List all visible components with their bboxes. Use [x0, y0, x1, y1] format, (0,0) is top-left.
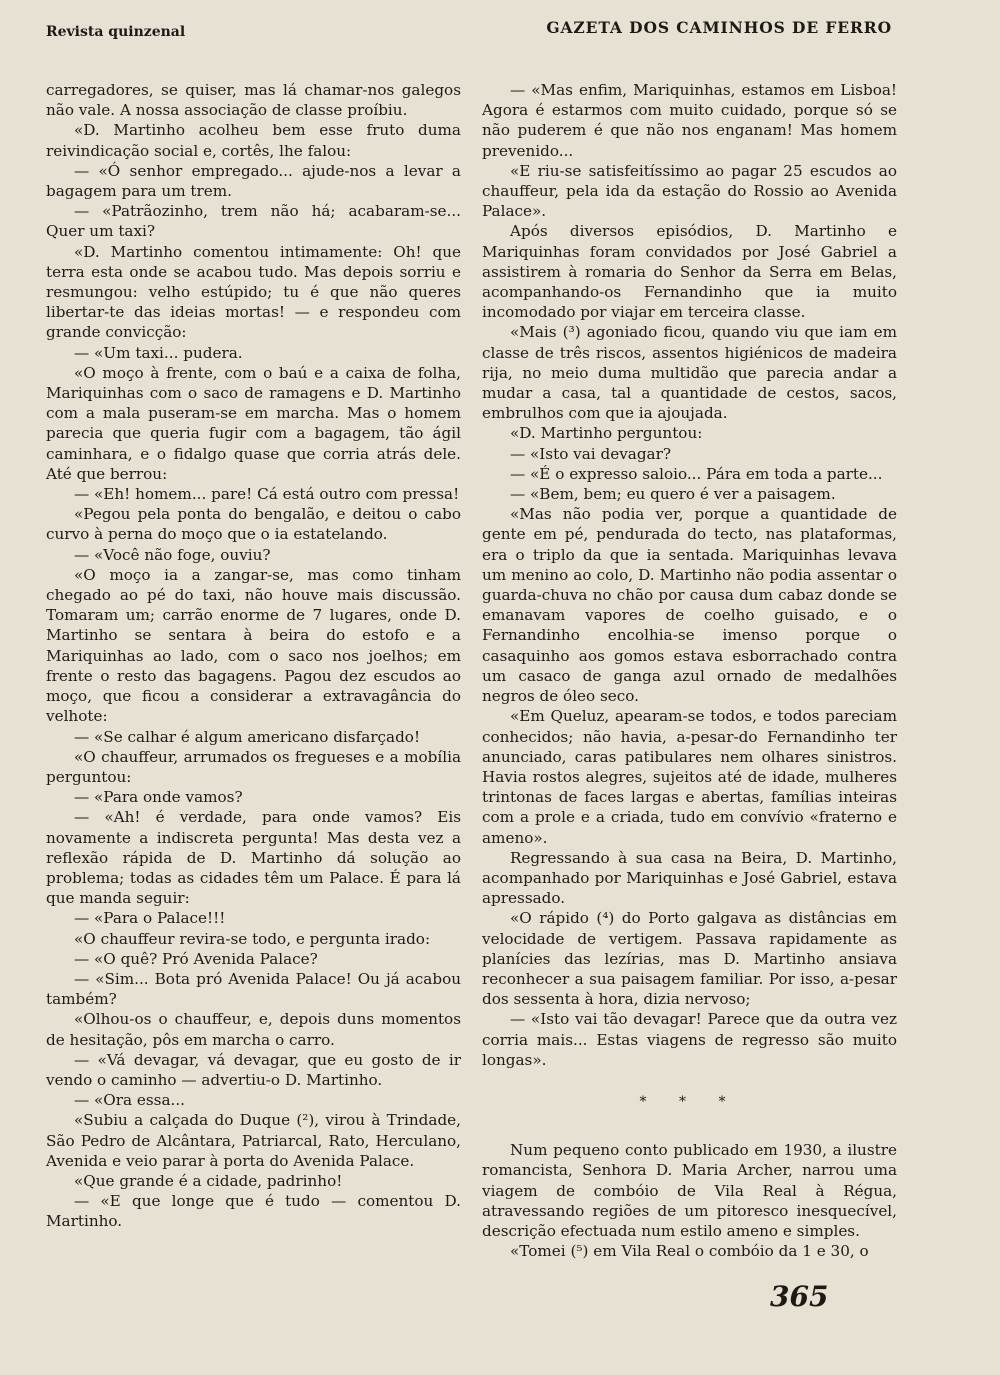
right-text-column	[482, 80, 897, 1261]
paragraph: «Que grande é a cidade, padrinho!	[74, 1171, 343, 1190]
running-header-left: Revista quinzenal	[46, 24, 186, 40]
paragraph: — «Ora essa...	[74, 1091, 186, 1110]
paragraph: — «E que longe que é tudo — comentou D. Martinho.	[46, 1192, 461, 1231]
paragraph: Regressando à sua casa na Beira, D. Martinho, acompanhado por Mariquinhas e José Gabriel, estava apressado.	[482, 848, 897, 908]
paragraph: «Subiu a calçada do Duque (²), virou à Trindade, São Pedro de Alcântara, Patriarcal, Rato, Herculano, Avenida e veio parar à porta do Avenida Palace.	[46, 1111, 461, 1170]
paragraph: — «Um taxi... pudera.	[74, 343, 243, 362]
paragraph: «O moço à frente, com o baú e a caixa de folha, Mariquinhas com o saco de ramagens e D. Martinho com a mala puseram-se em marcha. Mas o homem parecia que queria fugir com a bagagem, tão ágil caminhara, e o fidalgo quase que corria atrás dele. Até que berrou:	[46, 363, 461, 483]
paragraph: «Olhou-os o chauffeur, e, depois duns momentos de hesitação, pôs em marcha o carro.	[46, 1010, 461, 1049]
paragraph: «Pegou pela ponta do bengalão, e deitou o cabo curvo à perna do moço que o ia estatelando.	[46, 505, 461, 544]
paragraph: — «Patrãozinho, trem não há; acabaram-se... Quer um taxi?	[46, 202, 461, 241]
paragraph: «Tomei (⁵) em Vila Real o combóio da 1 e 30, o	[510, 1242, 869, 1261]
paragraph: — «É o expresso saloio... Pára em toda a parte...	[510, 464, 883, 483]
paragraph: — «Bem, bem; eu quero é ver a paisagem.	[510, 485, 836, 504]
paragraph: carregadores, se quiser, mas lá chamar-nos galegos não vale. A nossa associação de classe proíbiu.	[46, 81, 461, 120]
paragraph: «Em Queluz, apearam-se todos, e todos pareciam conhecidos; não havia, a-pesar-do Fernandinho ter anunciado, caras patibulares nem olhares sinistros. Havia rostos alegres, sujeitos até de idade, mulheres trintonas de faces largas e abertas, famílias inteiras com a prole e a criada, tudo em convívio «fraterno e ameno».	[482, 707, 897, 847]
paragraph: «Mais (³) agoniado ficou, quando viu que iam em classe de três riscos, assentos higiénicos de madeira rija, no meio duma multidão que parecia andar a mudar a casa, tal a quantidade de cestos, sacos, embrulhos com que ia ajoujada.	[482, 323, 897, 423]
running-header-right: GAZETA DOS CAMINHOS DE FERRO	[546, 18, 892, 37]
paragraph: — «Para onde vamos?	[74, 788, 243, 807]
paragraph: — «Se calhar é algum americano disfarçado!	[74, 727, 421, 746]
left-text-column	[46, 80, 461, 1232]
paragraph: — «Sim... Bota pró Avenida Palace! Ou já acabou também?	[46, 969, 461, 1009]
paragraph: «D. Martinho acolheu bem esse fruto duma reivindicação social e, cortês, lhe falou:	[46, 121, 461, 160]
section-separator: * * *	[639, 1093, 740, 1110]
paragraph: — «Eh! homem... pare! Cá está outro com pressa!	[74, 485, 460, 504]
page-number: 365	[770, 1280, 829, 1313]
paragraph: — «Para o Palace!!!	[74, 909, 226, 928]
paragraph: «O chauffeur, arrumados os fregueses e a mobília perguntou:	[46, 747, 461, 786]
paragraph: «D. Martinho comentou intimamente: Oh! que terra esta onde se acabou tudo. Mas depois sorriu e resmungou: velho estúpido; tu é que não queres libertar-te das ideias mortas! — e respondeu com grande convicção:	[46, 242, 461, 342]
paragraph: Num pequeno conto publicado em 1930, a ilustre romancista, Senhora D. Maria Archer, narrou uma viagem de combóio de Vila Real à Régua, atravessando regiões de um pitoresco inesquecível, descrição efectuada num estilo ameno e simples.	[482, 1141, 897, 1240]
paragraph: «D. Martinho perguntou:	[510, 424, 703, 443]
paragraph: — «O quê? Pró Avenida Palace?	[74, 949, 318, 968]
right-column-paragraphs-continued	[482, 1140, 897, 1261]
paragraph: «O moço ia a zangar-se, mas como tinham chegado ao pé do taxi, não houve mais discussão. Tomaram um; carrão enorme de 7 lugares, onde D. Martinho se sentara à beira do estofo e a Mariquinhas ao lado, com o saco nos joelhos; em frente o resto das bagagens. Pagou dez escudos ao moço, que ficou a considerar a extravagância do velhote:	[46, 565, 461, 726]
paragraph: Após diversos episódios, D. Martinho e Mariquinhas foram convidados por José Gabriel a assistirem à romaria do Senhor da Serra em Belas, acompanhando-os Fernandinho que ia muito incomodado por viajar em terceira classe.	[482, 222, 897, 322]
paragraph: «E riu-se satisfeitíssimo ao pagar 25 escudos ao chauffeur, pela ida da estação do Rossio ao Avenida Palace».	[482, 161, 897, 221]
right-column-paragraphs	[482, 80, 897, 1070]
paragraph: — «Isto vai tão devagar! Parece que da outra vez corria mais... Estas viagens de regresso são muito longas».	[482, 1010, 897, 1069]
paragraph: — «Ah! é verdade, para onde vamos? Eis novamente a indiscreta pergunta! Mas desta vez a reflexão rápida de D. Martinho dá solução ao problema; todas as cidades têm um Palace. É para lá que manda seguir:	[46, 808, 461, 908]
paragraph: «Mas não podia ver, porque a quantidade de gente em pé, pendurada do tecto, nas plataformas, era o triplo da que ia sentada. Mariquinhas levava um menino ao colo, D. Martinho não podia assentar o guarda-chuva no chão por causa dum cabaz donde se emanavam vapores de coelho guisado, e o Fernandinho encolhia-se imenso porque o casaquinho aos gomos estava esborrachado contra um casaco de ganga azul ornado de medalhões negros de óleo seco.	[482, 505, 897, 706]
paragraph: «O chauffeur revira-se todo, e pergunta irado:	[74, 929, 431, 948]
paragraph: — «Vá devagar, vá devagar, que eu gosto de ir vendo o caminho — advertiu-o D. Martinho.	[46, 1050, 461, 1089]
paragraph: — «Ó senhor empregado... ajude-nos a levar a bagagem para um trem.	[46, 161, 461, 201]
paragraph: «O rápido (⁴) do Porto galgava as distâncias em velocidade de vertigem. Passava rapidamente as planícies das lezírias, mas D. Martinho ansiava reconhecer a sua paisagem familiar. Por isso, a-pesar dos sessenta à hora, dizia nervoso;	[482, 909, 897, 1009]
paragraph: — «Você não foge, ouviu?	[74, 545, 271, 564]
paragraph: — «Isto vai devagar?	[510, 444, 672, 463]
paragraph: — «Mas enfim, Mariquinhas, estamos em Lisboa! Agora é estarmos com muito cuidado, porque só se não puderem é que não nos enganam! Mas homem prevenido...	[482, 81, 897, 160]
